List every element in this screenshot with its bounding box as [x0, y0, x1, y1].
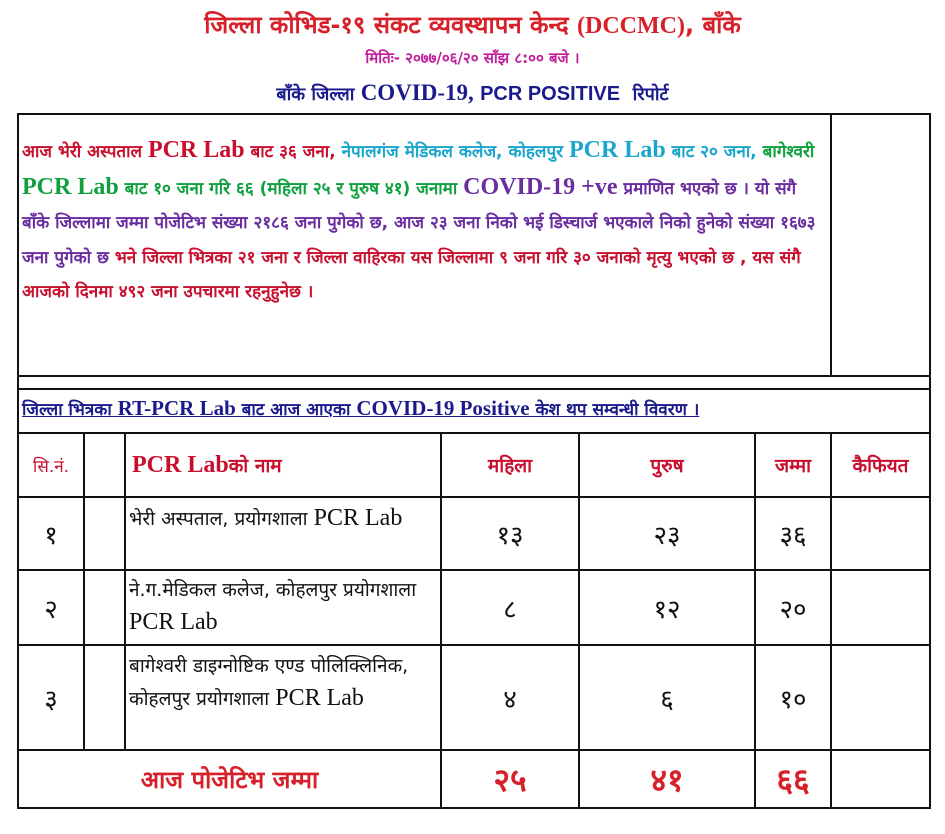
subtitle-covid: COVID-19,	[360, 80, 474, 105]
report-date: मितिः- २०७७/०६/२० साँझ ८:०० बजे ।	[365, 49, 580, 67]
report-title	[0, 8, 945, 41]
footer-total-label: आज पोजेटिभ जम्मा	[140, 765, 319, 794]
row-female: १३	[496, 520, 524, 551]
divider-line	[17, 388, 931, 390]
row-female: ८	[503, 594, 517, 625]
row-serial: २	[44, 594, 58, 625]
row-serial: १	[44, 520, 58, 551]
row-female: ४	[503, 684, 517, 715]
summary-right-divider	[830, 113, 832, 375]
divider-line	[17, 375, 931, 377]
title-devanagari: जिल्ला कोभिड-१९ संकट व्यवस्थापन केन्द	[204, 11, 569, 39]
title-district: , बाँके	[684, 11, 741, 39]
row-male: २३	[653, 520, 681, 551]
footer-female-total: २५	[493, 760, 527, 799]
row-male: १२	[653, 594, 681, 625]
row-total: ३६	[779, 520, 807, 551]
row-male: ६	[660, 684, 674, 715]
row-lab-name: भेरी अस्पताल, प्रयोगशाला PCR Lab	[129, 505, 403, 531]
footer-male-total: ४१	[650, 760, 684, 799]
header-male: पुरुष	[650, 455, 684, 477]
row-lab-name: ने.ग.मेडिकल कलेज, कोहलपुर प्रयोगशाला PCR Lab	[129, 579, 417, 635]
header-total: जम्मा	[774, 455, 812, 477]
row-lab-name: बागेश्वरी डाइग्नोष्टिक एण्ड पोलिक्लिनिक, कोहलपुर प्रयोगशाला PCR Lab	[129, 655, 409, 711]
subtitle-district: बाँके जिल्ला	[276, 84, 355, 105]
column-divider	[83, 432, 85, 749]
summary-paragraph: आज भेरी अस्पताल PCR Lab बाट ३६ जना, नेपालगंज मेडिकल कलेज, कोहलपुर PCR Lab बाट २० जना, बागेश्वरी PCR Lab बाट १० जना गरि ६६ (महिला २५ र पुरुष ४१) जनामा COVID-19 +ve प्रमाणित भएको छ । यो संगै बाँके जिल्लामा जम्मा पोजेटिभ संख्या २१८६ जना पुगेको छ, आज २३ जना निको भई डिस्चार्ज भएकाले निको हुनेको संख्या १६७३ जना पुगेको छ भने जिल्ला भित्रका २१ जना र जिल्ला वाहिरका यस जिल्लामा ९ जना गरि ३० जनाको मृत्यु भएको छ , यस संगै आजको दिनमा ४९२ जना उपचारमा रहनुहुनेछ ।	[22, 137, 816, 302]
header-lab-name: PCR Lab को नाम	[132, 451, 282, 478]
footer-grand-total: ६६	[776, 760, 810, 799]
row-serial: ३	[44, 684, 58, 715]
row-total: १०	[779, 684, 807, 715]
section-heading: जिल्ला भित्रका RT-PCR Lab बाट आज आएका COVID-19 Positive केश थप सम्वन्धी विवरण ।	[22, 396, 700, 420]
title-abbreviation: (DCCMC)	[577, 13, 685, 39]
subtitle-report: रिपोर्ट	[632, 84, 669, 105]
header-female: महिला	[487, 455, 533, 477]
header-remarks: कैफियत	[852, 455, 909, 477]
subtitle-pcr: PCR POSITIVE	[480, 83, 621, 105]
row-total: २०	[779, 594, 807, 625]
header-serial: सि.नं.	[32, 456, 70, 477]
report-subtitle	[0, 80, 945, 106]
